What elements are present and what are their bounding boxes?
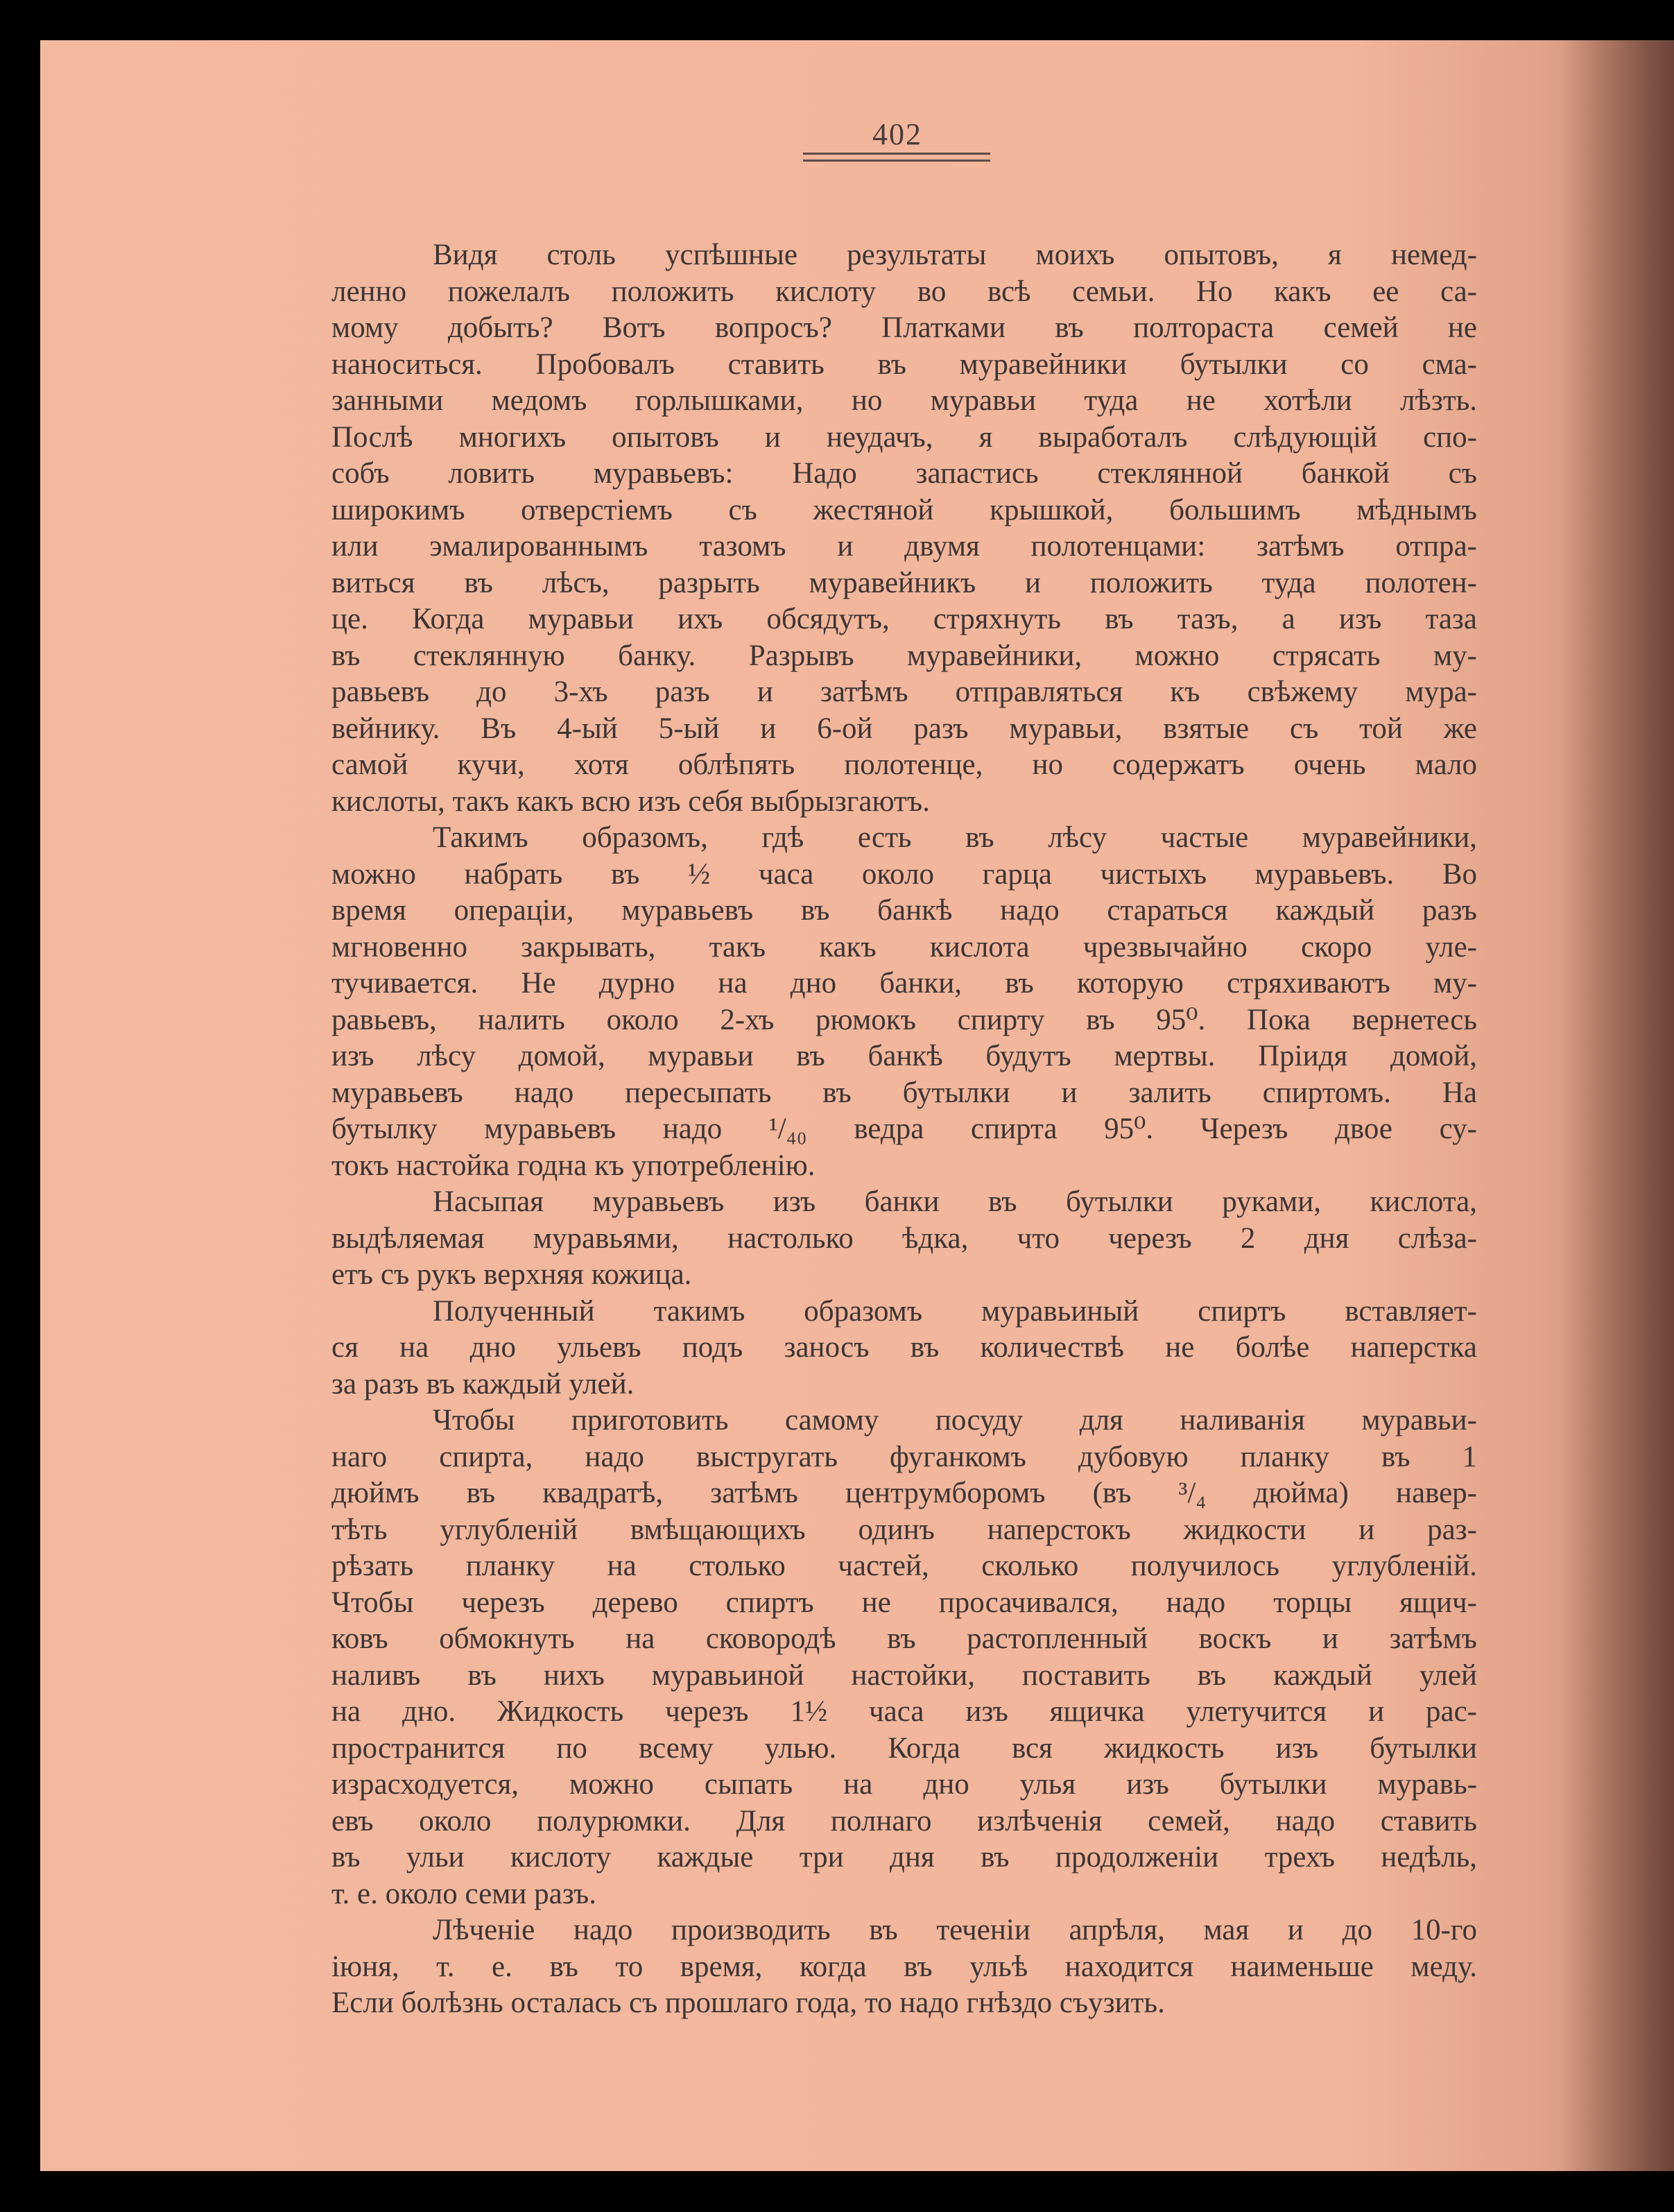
paragraph — [331, 1912, 1477, 2022]
text-line: т. е. около семи разъ. — [331, 1877, 596, 1910]
text-line: время операціи, муравьевъ въ банкѣ надо стараться каждый разъ — [331, 894, 1477, 927]
text-line: на дно. Жидкость черезъ 1½ часа изъ ящичка улетучится и рас- — [331, 1695, 1477, 1728]
text-line: дюймъ въ квадратѣ, затѣмъ центрумборомъ (въ ³/₄ дюйма) навер- — [331, 1477, 1477, 1509]
text-line: токъ настойка годна къ употребленію. — [331, 1149, 816, 1182]
text-line: пространится по всему улью. Когда вся жидкость изъ бутылки — [331, 1731, 1477, 1765]
paragraph — [331, 1184, 1477, 1294]
text-line: ленно пожелалъ положить кислоту во всѣ семьи. Но какъ ее са- — [331, 275, 1477, 308]
text-line: муравьевъ надо пересыпать въ бутылки и залить спиртомъ. На — [331, 1076, 1477, 1109]
page-number: 402 — [872, 117, 922, 151]
text-line: Лѣченіе надо производить въ теченіи апрѣля, мая и до 10-го — [433, 1914, 1477, 1946]
text-line: ся на дно ульевъ подъ заносъ въ количествѣ не болѣе наперстка — [331, 1331, 1477, 1364]
text-line: выдѣляемая муравьями, настолько ѣдка, что черезъ 2 дня слѣза- — [331, 1221, 1477, 1255]
text-line: рѣзать планку на столько частей, сколько получилось углубленій. — [331, 1550, 1477, 1582]
paragraph — [331, 1294, 1477, 1403]
text-line: Полученный такимъ образомъ муравьиный спиртъ вставляет- — [433, 1294, 1477, 1328]
text-line: етъ съ рукъ верхняя кожица. — [331, 1258, 692, 1291]
text-line: тучивается. Не дурно на дно банки, въ которую стряхиваютъ му- — [331, 967, 1477, 1000]
text-line: наноситься. Пробовалъ ставить въ муравейники бутылки со сма- — [331, 348, 1477, 381]
text-line: въ ульи кислоту каждые три дня въ продолженіи трехъ недѣль, — [331, 1841, 1477, 1874]
text-line: за разъ въ каждый улей. — [331, 1367, 635, 1400]
book-page — [40, 40, 1674, 2171]
text-line: Чтобы приготовить самому посуду для наливанія муравьи- — [433, 1404, 1477, 1437]
text-line: вейнику. Въ 4-ый 5-ый и 6-ой разъ муравьи, взятые съ той же — [331, 712, 1477, 745]
header-rule — [803, 160, 990, 162]
paragraph — [331, 237, 1477, 820]
body-text — [331, 237, 1477, 2022]
text-line: Видя столь успѣшные результаты моихъ опытовъ, я немед- — [433, 239, 1477, 271]
text-line: мгновенно закрывать, такъ какъ кислота чрезвычайно скоро уле- — [331, 930, 1477, 963]
page-gutter-shadow — [1563, 40, 1674, 2171]
text-line: мому добыть? Вотъ вопросъ? Платками въ полтораста семей не — [331, 311, 1477, 344]
text-line: іюня, т. е. въ то время, когда въ ульѣ находится наименьше меду. — [331, 1950, 1477, 1983]
text-line: въ стеклянную банку. Разрывъ муравейники, можно стрясать му- — [331, 639, 1477, 672]
text-line: равьевъ до 3-хъ разъ и затѣмъ отправляться къ свѣжему мура- — [331, 676, 1477, 708]
text-line: це. Когда муравьи ихъ обсядутъ, стряхнуть въ тазъ, а изъ таза — [331, 603, 1477, 635]
text-line: наливъ въ нихъ муравьиной настойки, поставить въ каждый улей — [331, 1658, 1477, 1692]
text-line: занными медомъ горлышками, но муравьи туда не хотѣли лѣзть. — [331, 384, 1477, 417]
text-line: можно набрать въ ½ часа около гарца чистыхъ муравьевъ. Во — [331, 857, 1477, 891]
text-line: Такимъ образомъ, гдѣ есть въ лѣсу частые муравейники, — [433, 821, 1477, 854]
text-line: Если болѣзнь осталась съ прошлаго года, то надо гнѣздо съузить. — [331, 1987, 1165, 2019]
text-line: евъ около полурюмки. Для полнаго излѣченія семей, надо ставить — [331, 1804, 1477, 1837]
text-line: равьевъ, налить около 2-хъ рюмокъ спирту въ 95⁰. Пока вернетесь — [331, 1003, 1477, 1036]
text-line: виться въ лѣсъ, разрыть муравейникъ и положить туда полотен- — [331, 566, 1477, 599]
text-line: ковъ обмокнуть на сковородѣ въ растопленный воскъ и затѣмъ — [331, 1622, 1477, 1655]
paragraph — [331, 820, 1477, 1184]
text-line: наго спирта, надо выстругать фуганкомъ дубовую планку въ 1 — [331, 1440, 1477, 1473]
text-line: кислоты, такъ какъ всю изъ себя выбрызгаютъ. — [331, 785, 930, 818]
text-line: тѣть углубленій вмѣщающихъ одинъ наперстокъ жидкости и раз- — [331, 1513, 1477, 1546]
text-line: изъ лѣсу домой, муравьи въ банкѣ будутъ мертвы. Пріидя домой, — [331, 1040, 1477, 1072]
text-line: Чтобы черезъ дерево спиртъ не просачивался, надо торцы ящич- — [331, 1586, 1477, 1619]
text-line: широкимъ отверстіемъ съ жестяной крышкой, большимъ мѣднымъ — [331, 493, 1477, 526]
text-line: бутылку муравьевъ надо ¹/₄₀ ведра спирта 95⁰. Черезъ двое су- — [331, 1113, 1477, 1145]
header-rule — [803, 153, 990, 155]
text-line: Насыпая муравьевъ изъ банки въ бутылки руками, кислота, — [433, 1185, 1477, 1218]
text-line: израсходуется, можно сыпать на дно улья изъ бутылки муравь- — [331, 1768, 1477, 1801]
text-line: Послѣ многихъ опытовъ и неудачъ, я выработалъ слѣдующій спо- — [331, 420, 1477, 454]
paragraph — [331, 1403, 1477, 1912]
text-line: собъ ловить муравьевъ: Надо запастись стеклянной банкой съ — [331, 457, 1477, 490]
text-line: или эмалированнымъ тазомъ и двумя полотенцами: затѣмъ отпра- — [331, 530, 1477, 563]
text-line: самой кучи, хотя облѣпять полотенце, но содержатъ очень мало — [331, 748, 1477, 781]
